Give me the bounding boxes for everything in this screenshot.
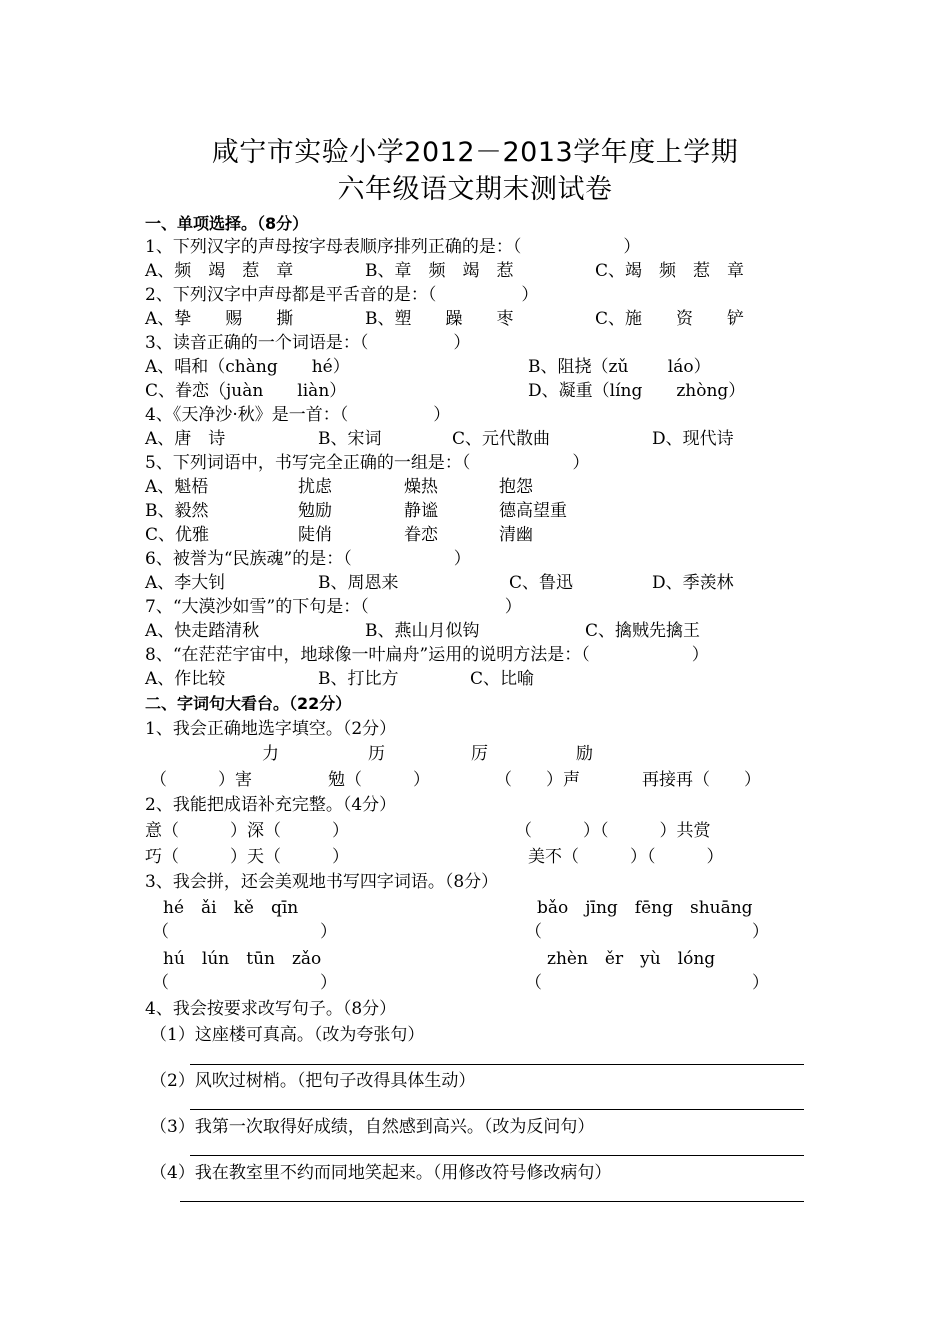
answer-line xyxy=(190,1064,804,1065)
p3-paren-open: （ xyxy=(152,922,169,942)
p1-char: 厉 xyxy=(471,744,488,764)
p1-blank: （ ）声 xyxy=(495,770,580,790)
q4-option-a: A、唐 诗 xyxy=(145,429,226,449)
q1-option-a: A、频 竭 惹 章 xyxy=(145,261,294,281)
p1-char: 历 xyxy=(368,744,385,764)
part-1-prompt: 1、我会正确地选字填空。（2分） xyxy=(145,719,397,739)
section-2-heading: 二、字词句大看台。（22分） xyxy=(145,694,352,713)
p4-item: （4）我在教室里不约而同地笑起来。（用修改符号修改病句） xyxy=(150,1163,612,1183)
question-8: 8、“在茫茫宇宙中，地球像一叶扁舟”运用的说明方法是：（ ） xyxy=(145,645,709,665)
p4-item: （2）风吹过树梢。（把句子改得具体生动） xyxy=(150,1071,476,1091)
q8-option-a: A、作比较 xyxy=(145,669,226,689)
p3-pinyin: bǎo jīng fēng shuāng xyxy=(537,898,753,918)
q3-option-a: A、唱和（chàng hé） xyxy=(145,357,350,377)
answer-line xyxy=(180,1201,804,1202)
q5-a-word: 燥热 xyxy=(404,477,438,497)
q6-option-a: A、李大钊 xyxy=(145,573,226,593)
p3-pinyin: hé ǎi kě qīn xyxy=(163,898,299,918)
p1-blank: 勉（ ） xyxy=(328,770,430,790)
exam-title-line1: 咸宁市实验小学2012－2013学年度上学期 xyxy=(211,137,739,168)
answer-line xyxy=(190,1109,804,1110)
p4-item: （1）这座楼可真高。（改为夸张句） xyxy=(150,1025,425,1045)
p1-blank: （ ）害 xyxy=(150,770,252,790)
question-7: 7、“大漠沙如雪”的下句是：（ ） xyxy=(145,597,522,617)
q5-c-word: 清幽 xyxy=(499,525,533,545)
part-4-prompt: 4、我会按要求改写句子。（8分） xyxy=(145,999,397,1019)
q2-option-b: B、塑 躁 枣 xyxy=(365,309,514,329)
q8-option-c: C、比喻 xyxy=(470,669,535,689)
exam-title-line2: 六年级语文期末测试卷 xyxy=(337,174,613,205)
q6-option-b: B、周恩来 xyxy=(318,573,399,593)
question-2: 2、下列汉字中声母都是平舌音的是：（ ） xyxy=(145,285,539,305)
q5-b-word: 勉励 xyxy=(298,501,332,521)
answer-line xyxy=(190,1155,804,1156)
q3-option-d: D、凝重（líng zhòng） xyxy=(528,381,746,401)
p3-paren-close: ） xyxy=(752,922,769,942)
q4-option-b: B、宋词 xyxy=(318,429,382,449)
p1-char: 力 xyxy=(262,744,279,764)
q2-option-c: C、施 资 铲 xyxy=(595,309,745,329)
q7-option-b: B、燕山月似钩 xyxy=(365,621,480,641)
q5-c-word: C、优雅 xyxy=(145,525,210,545)
section-1-heading: 一、单项选择。（8分） xyxy=(145,214,309,233)
part-3-prompt: 3、我会拼，还会美观地书写四字词语。（8分） xyxy=(145,872,499,892)
q3-option-c: C、眷恋（juàn liàn） xyxy=(145,381,347,401)
q5-b-word: 静谧 xyxy=(404,501,438,521)
p1-blank: 再接再（ ） xyxy=(642,770,761,790)
p2-idiom: 意（ ）深（ ） xyxy=(145,821,349,841)
p2-idiom: 美不（ ）（ ） xyxy=(528,847,724,867)
q5-a-word: 扰虑 xyxy=(298,477,332,497)
question-6: 6、被誉为“民族魂”的是：（ ） xyxy=(145,549,471,569)
p2-idiom: （ ）（ ）共赏 xyxy=(515,821,711,841)
p1-char: 励 xyxy=(576,744,593,764)
q5-c-word: 陡俏 xyxy=(298,525,332,545)
p4-item: （3）我第一次取得好成绩，自然感到高兴。（改为反问句） xyxy=(150,1117,595,1137)
p3-pinyin: zhèn ěr yù lóng xyxy=(547,949,716,969)
p2-idiom: 巧（ ）天（ ） xyxy=(145,847,349,867)
q7-option-c: C、擒贼先擒王 xyxy=(585,621,701,641)
p3-paren-open: （ xyxy=(152,973,169,993)
part-2-prompt: 2、我能把成语补充完整。（4分） xyxy=(145,795,397,815)
q6-option-d: D、季羡林 xyxy=(652,573,734,593)
q5-b-word: B、毅然 xyxy=(145,501,209,521)
q8-option-b: B、打比方 xyxy=(318,669,399,689)
q2-option-a: A、挚 赐 撕 xyxy=(145,309,294,329)
q4-option-d: D、现代诗 xyxy=(652,429,734,449)
question-5: 5、下列词语中，书写完全正确的一组是：（ ） xyxy=(145,453,590,473)
q5-a-word: 抱怨 xyxy=(499,477,533,497)
p3-paren-close: ） xyxy=(320,922,337,942)
question-3: 3、读音正确的一个词语是：（ ） xyxy=(145,333,471,353)
q6-option-c: C、鲁迅 xyxy=(509,573,574,593)
question-1: 1、下列汉字的声母按字母表顺序排列正确的是：（ ） xyxy=(145,237,641,257)
q5-a-word: A、魁梧 xyxy=(145,477,209,497)
q4-option-c: C、元代散曲 xyxy=(452,429,551,449)
q3-option-b: B、阻挠（zǔ láo） xyxy=(528,357,711,377)
p3-paren-close: ） xyxy=(320,973,337,993)
q7-option-a: A、快走踏清秋 xyxy=(145,621,260,641)
q1-option-b: B、章 频 竭 惹 xyxy=(365,261,514,281)
p3-paren-open: （ xyxy=(525,973,542,993)
p3-pinyin: hú lún tūn zǎo xyxy=(163,949,322,969)
q5-c-word: 眷恋 xyxy=(404,525,438,545)
q5-b-word: 德高望重 xyxy=(499,501,567,521)
p3-paren-close: ） xyxy=(752,973,769,993)
question-4: 4、《天净沙·秋》是一首：（ ） xyxy=(145,405,451,425)
p3-paren-open: （ xyxy=(525,922,542,942)
q1-option-c: C、竭 频 惹 章 xyxy=(595,261,745,281)
